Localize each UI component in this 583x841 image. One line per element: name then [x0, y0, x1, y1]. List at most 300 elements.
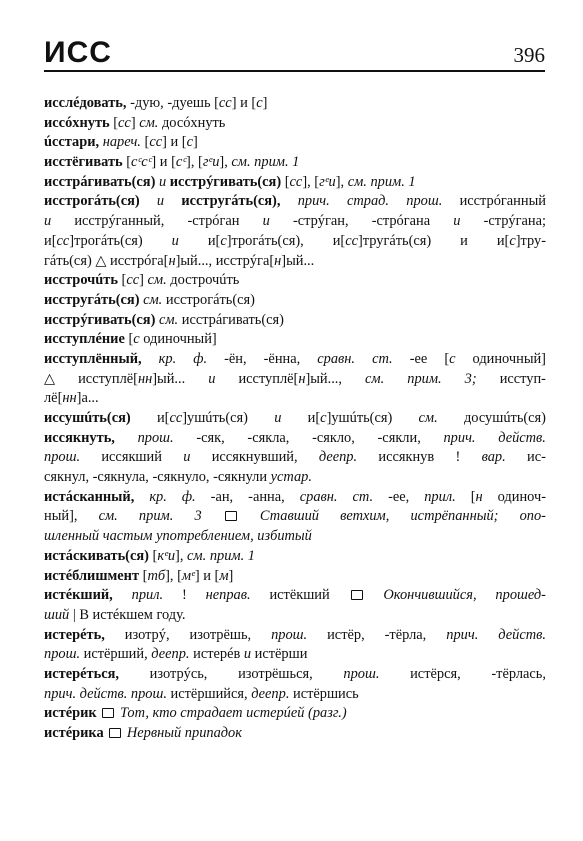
line-text — [44, 567, 233, 587]
word — [378, 429, 421, 449]
entry-text: [ — [126, 154, 132, 171]
entry-text: ] и [ — [231, 95, 257, 111]
entry-line — [44, 567, 546, 587]
word — [44, 192, 140, 212]
entry-line — [44, 153, 546, 173]
entry-line — [44, 704, 546, 724]
entry-text: и — [274, 410, 282, 426]
entry-text: и — [171, 232, 179, 249]
entry-line — [44, 212, 546, 232]
entry-text: и[ — [496, 232, 510, 249]
entry-text: вар. — [481, 449, 506, 466]
entry-text: см. — [98, 508, 118, 525]
entry-line — [44, 370, 546, 390]
entry-text: Окончившийся, — [383, 587, 477, 604]
entry-text: кр. — [158, 350, 177, 367]
entry-text: ! — [455, 449, 461, 466]
line-text — [44, 547, 255, 567]
entry-text: ]ый..., исстрýга[ — [175, 252, 275, 269]
entry-text: Нервный припадок — [126, 725, 242, 741]
entry-text: изотрёшь, — [189, 626, 252, 643]
word — [353, 488, 374, 508]
line-text — [44, 114, 225, 134]
entry-text: исступлё[ — [78, 370, 138, 387]
entry-text: исстрóганный — [459, 193, 546, 210]
word — [224, 350, 246, 370]
entry-text: прош. — [137, 429, 174, 446]
entry-text: истёрший, — [80, 646, 152, 663]
entry-text: ] — [130, 114, 140, 131]
word — [193, 350, 207, 370]
entry-text: см. — [158, 311, 179, 328]
word — [308, 409, 393, 429]
entry-text: [ — [444, 350, 450, 367]
word — [347, 192, 389, 212]
entry-text: одиночный] — [472, 350, 546, 367]
word — [208, 232, 304, 252]
entry-text: [ — [121, 272, 127, 289]
word — [78, 370, 185, 390]
triangle-icon: △ — [95, 252, 107, 269]
word — [471, 488, 483, 508]
line-text — [44, 724, 242, 744]
entry-line — [44, 389, 546, 409]
entry-text: нн — [62, 390, 77, 407]
entry-line — [44, 606, 546, 626]
entry-text: изотрý, — [124, 626, 170, 643]
word — [125, 626, 170, 646]
entry-text: -анна, — [248, 488, 285, 505]
entry-text: -ее, — [388, 488, 410, 505]
entry-text: гᵉи — [202, 154, 220, 171]
word — [44, 212, 51, 232]
word — [44, 488, 134, 508]
word — [172, 232, 179, 252]
entry-text: ]ый..., — [305, 370, 343, 387]
page-number: 396 — [513, 43, 545, 67]
entry-text: -ённа, — [263, 350, 301, 367]
word — [44, 448, 80, 468]
word — [349, 586, 365, 606]
entry-text: -ан, — [210, 488, 234, 505]
entry-text: ветхим, — [340, 508, 390, 525]
definition-box-icon — [109, 728, 121, 738]
word — [269, 586, 329, 606]
entry-text: сᶜ — [175, 154, 187, 171]
entry-text: и — [183, 449, 191, 466]
entry-text: ], — [219, 154, 232, 171]
word — [327, 626, 365, 646]
word — [187, 212, 239, 232]
entry-text: истёрся, — [410, 665, 461, 682]
entry-text: Тот, кто страдает истерúей (разг.) — [119, 705, 347, 722]
entry-line — [44, 429, 546, 449]
entry-text: [ — [142, 567, 148, 584]
word — [406, 192, 442, 212]
word — [196, 429, 224, 449]
word — [312, 429, 355, 449]
dictionary-entries — [44, 94, 546, 744]
entry-text: ] и [ — [162, 134, 187, 151]
entry-line — [44, 252, 546, 272]
word — [101, 448, 162, 468]
entry-text: -сякла, — [247, 429, 290, 446]
entry-line — [44, 448, 546, 468]
entry-text: см. прим. 1 — [231, 154, 300, 171]
word — [263, 212, 270, 232]
word — [343, 665, 379, 685]
entry-text: см. прим. 1 — [347, 173, 416, 190]
word — [238, 665, 313, 685]
entry-text: тб — [147, 567, 166, 584]
entry-text: досушúть(ся) — [463, 410, 546, 426]
word — [482, 448, 506, 468]
headword: иссóхнуть — [44, 114, 114, 131]
headword: исстругáть(ся) — [44, 291, 144, 308]
word — [388, 488, 409, 508]
entry-text: ], — [335, 173, 348, 190]
entry-text: сравн. — [317, 350, 356, 367]
entry-text: с — [320, 410, 327, 426]
entry-line — [44, 468, 546, 488]
headword: исстрогáть(ся) — [44, 193, 140, 210]
word — [495, 586, 546, 606]
line-text — [44, 252, 314, 272]
entry-text: [ — [128, 331, 134, 348]
entry-text: ный], — [44, 508, 78, 525]
entry-text: ]тру- — [515, 232, 546, 249]
word — [444, 350, 455, 370]
definition-box-icon — [351, 590, 363, 600]
triangle-icon: △ — [44, 370, 56, 387]
line-text — [44, 606, 185, 626]
entry-text: ф. — [193, 350, 208, 367]
entry-text: ший — [44, 606, 70, 623]
word — [385, 626, 427, 646]
headword: истáскивать(ся) — [44, 547, 153, 564]
entry-line — [44, 507, 546, 527]
entry-text: гᵉи — [319, 173, 336, 190]
word — [150, 665, 208, 685]
word — [317, 350, 355, 370]
word — [491, 665, 546, 685]
entry-line — [44, 192, 546, 212]
entry-line — [44, 685, 546, 705]
entry-line — [44, 232, 546, 252]
entry-text: досóхнуть — [158, 114, 226, 131]
entry-text: ] и [ — [194, 567, 220, 584]
line-text — [44, 468, 312, 488]
entry-text: ] и [ — [151, 154, 176, 171]
headword: исстрáгивать(ся) — [44, 173, 159, 190]
entry-text: иссякнувший, — [211, 449, 298, 466]
line-text — [44, 271, 239, 291]
entry-text: прош. — [44, 449, 81, 466]
entry-line — [44, 409, 546, 429]
word — [44, 626, 105, 646]
word — [132, 586, 163, 606]
definition-box-icon — [225, 511, 237, 521]
word — [300, 488, 338, 508]
word — [424, 488, 455, 508]
entry-text: истёршись — [289, 685, 359, 702]
headword: исстрýгивать(ся) — [169, 173, 285, 190]
entry-text: исступ- — [499, 370, 546, 387]
entry-line — [44, 645, 546, 665]
entry-text: прич. — [297, 193, 330, 210]
word — [208, 370, 215, 390]
entry-text: и — [453, 213, 461, 230]
entry-text: см. — [139, 114, 159, 131]
entry-text: и — [158, 173, 170, 190]
entry-text: н — [168, 252, 176, 269]
entry-text: опо- — [519, 508, 546, 525]
entry-text: и[ — [307, 410, 321, 426]
headword: исступлённый, — [44, 350, 142, 367]
entry-text: и[ — [332, 232, 346, 249]
word — [410, 350, 428, 370]
entry-text: 3; — [464, 370, 477, 387]
word — [44, 370, 55, 390]
word — [520, 507, 546, 527]
entry-text: -стрóган — [187, 213, 240, 230]
entry-text: см. — [147, 272, 167, 289]
word — [498, 488, 546, 508]
entry-text: н — [274, 252, 282, 269]
entry-line — [44, 724, 546, 744]
headword: истéрика — [44, 725, 108, 741]
line-text — [44, 389, 99, 409]
word — [419, 409, 438, 429]
word — [157, 192, 164, 212]
entry-text: гáть(ся) — [44, 252, 96, 269]
word — [183, 448, 190, 468]
entry-text: прич. действ. прош. — [44, 685, 167, 702]
entry-text: мᵉ — [181, 567, 195, 584]
entry-line — [44, 173, 546, 193]
entry-text: с — [509, 232, 516, 249]
word — [298, 192, 330, 212]
entry-text: изотрёшься, — [238, 665, 313, 682]
entry-text: прим. — [407, 370, 442, 387]
word — [455, 448, 460, 468]
word — [44, 429, 115, 449]
word — [264, 350, 301, 370]
entry-text: истёршийся, — [166, 685, 252, 702]
word — [333, 232, 431, 252]
entry-text: действ. — [498, 429, 546, 446]
entry-text: ]а... — [76, 390, 99, 407]
entry-text: прил. — [424, 488, 456, 505]
entry-text: дострочúть — [166, 272, 240, 289]
word — [44, 507, 77, 527]
word — [247, 429, 289, 449]
line-text — [44, 153, 299, 173]
entry-text: ], — [175, 547, 188, 564]
headword: истерéть, — [44, 626, 105, 643]
word — [182, 488, 196, 508]
word — [340, 507, 389, 527]
word — [372, 350, 393, 370]
entry-text: ст. — [372, 350, 393, 367]
word — [138, 429, 174, 449]
entry-text: и — [208, 370, 216, 387]
entry-text: и[ — [207, 232, 221, 249]
entry-text: -тёрлась, — [491, 665, 546, 682]
word — [293, 212, 349, 232]
entry-text: иссякший — [101, 449, 162, 466]
word — [271, 626, 307, 646]
entry-text: прош. — [271, 626, 308, 643]
entry-text: и[ — [156, 410, 170, 426]
word — [248, 488, 285, 508]
entry-text: одиночный] — [139, 331, 217, 348]
word — [500, 370, 546, 390]
entry-text: с — [220, 232, 227, 249]
entry-text: прош. — [343, 665, 380, 682]
entry-text: | В истéкшем году. — [69, 606, 186, 623]
entry-text: нареч. — [102, 134, 141, 151]
entry-text: прошед- — [495, 587, 546, 604]
entry-text: истерéв — [189, 646, 244, 663]
entry-text: -стрýгана; — [483, 213, 546, 230]
word — [182, 586, 187, 606]
entry-text: прош. — [44, 646, 81, 663]
entry-line — [44, 114, 546, 134]
word — [181, 192, 280, 212]
headword: исстрýгивать(ся) — [44, 311, 159, 328]
entry-text: [ — [284, 173, 290, 190]
entry-text: исстрóга[ — [106, 252, 169, 269]
entry-text: кᵉи — [157, 547, 176, 564]
entry-text: сс — [56, 232, 70, 249]
entry-text: ф. — [181, 488, 196, 505]
entry-line — [44, 133, 546, 153]
entry-text: сс — [149, 134, 163, 151]
entry-text: исстрáгивать(ся) — [178, 311, 284, 328]
entry-text: -стрóгана — [371, 213, 431, 230]
entry-line — [44, 527, 546, 547]
line-text — [44, 133, 198, 153]
entry-text: 3 — [194, 508, 202, 525]
entry-line — [44, 271, 546, 291]
headword: исстрочúть — [44, 272, 122, 289]
entry-text: сс — [169, 410, 183, 426]
headword: иссушúть(ся) — [44, 410, 131, 426]
word — [194, 507, 201, 527]
word — [223, 507, 239, 527]
word — [44, 232, 143, 252]
entry-text: ! — [181, 587, 187, 604]
header-word: ИСС — [44, 36, 112, 69]
entry-text: -сяк, — [196, 429, 225, 446]
headword: иссякнуть, — [44, 429, 115, 446]
entry-text: сс — [118, 114, 131, 131]
headword: исстёгивать — [44, 154, 127, 171]
line-text — [44, 704, 347, 724]
word — [238, 370, 342, 390]
word — [44, 665, 119, 685]
word — [498, 626, 546, 646]
entry-text: деепр. — [151, 646, 190, 663]
entry-text: ]трогáть(ся), — [226, 232, 304, 249]
entry-line — [44, 330, 546, 350]
line-text — [44, 330, 217, 350]
entry-text: и[ — [44, 232, 57, 249]
word — [527, 448, 546, 468]
word — [372, 212, 430, 232]
word — [446, 626, 478, 646]
entry-text: прим. — [138, 508, 174, 525]
word — [365, 370, 384, 390]
entry-text: шленный частым употреблением, избитый — [44, 528, 312, 545]
entry-text: ]ый... — [281, 252, 315, 269]
entry-text: ]ушúть(ся) — [182, 410, 248, 426]
entry-text: и — [460, 232, 468, 249]
entry-text: исстрýганный, — [74, 213, 165, 230]
entry-text: ]трогáть(ся) — [69, 232, 143, 249]
line-text — [44, 645, 307, 665]
entry-text: и — [156, 193, 165, 210]
entry-text: и — [262, 213, 270, 230]
word — [460, 192, 546, 212]
entry-text: прил. — [131, 587, 164, 604]
word — [378, 448, 434, 468]
word — [465, 370, 477, 390]
word — [190, 626, 252, 646]
entry-text: ] — [139, 272, 148, 289]
headword: истéкший, — [44, 587, 113, 604]
entry-text: истёкший — [269, 587, 330, 604]
entry-text: -ее — [409, 350, 428, 367]
word — [383, 586, 476, 606]
word — [139, 507, 173, 527]
entry-text: [ — [470, 488, 476, 505]
entry-text: -дую, -дуешь [ — [130, 95, 219, 111]
entry-text: прич. — [446, 626, 479, 643]
entry-text: деепр. — [318, 449, 358, 466]
entry-text: сс — [218, 95, 232, 111]
word — [157, 409, 248, 429]
entry-line — [44, 311, 546, 331]
entry-text: с — [256, 95, 263, 111]
word — [497, 232, 546, 252]
entry-text: исстрогáть(ся) — [162, 291, 255, 308]
word — [44, 409, 131, 429]
entry-text: лё[ — [44, 390, 63, 407]
entry-line — [44, 547, 546, 567]
headword: истéрик — [44, 705, 101, 722]
entry-text: ]ый... — [152, 370, 186, 387]
entry-text: ис- — [527, 449, 546, 466]
word — [484, 212, 546, 232]
word — [460, 232, 468, 252]
word — [44, 350, 142, 370]
entry-text: ], [ — [302, 173, 320, 190]
word — [159, 350, 177, 370]
headword: истáсканный, — [44, 488, 135, 505]
word — [44, 586, 113, 606]
entry-text: иссякнув — [378, 449, 435, 466]
entry-text: действ. — [498, 626, 546, 643]
entry-text: ]тругáть(ся) — [357, 232, 432, 249]
entry-line — [44, 291, 546, 311]
word — [74, 212, 164, 232]
entry-text: сравн. — [299, 488, 338, 505]
entry-text: см. — [365, 370, 385, 387]
entry-line — [44, 488, 546, 508]
entry-text: устар. — [270, 469, 312, 486]
